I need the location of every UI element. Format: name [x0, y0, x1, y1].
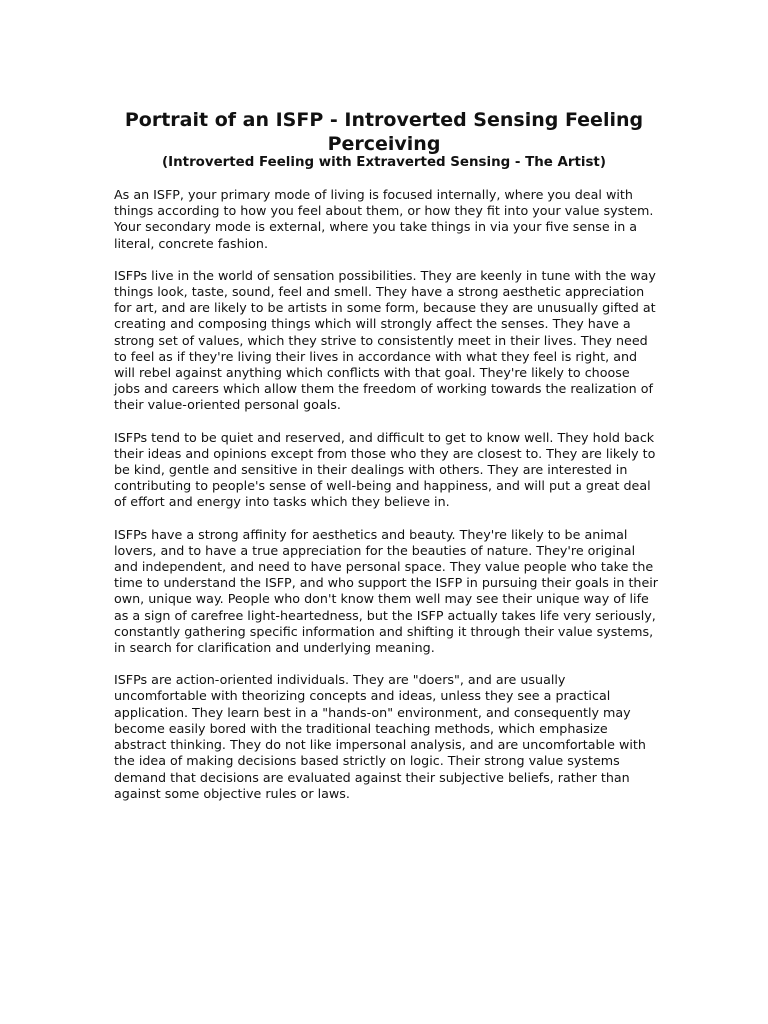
document-body — [114, 187, 659, 818]
page-title: Portrait of an ISFP - Introverted Sensing Feeling Perceiving — [124, 109, 644, 155]
paragraph-sensation: ISFPs live in the world of sensation possibilities. They are keenly in tune with the way things look, taste, sound, feel and smell. They have a strong aesthetic appreciation for art, and are likely to be artists in some form, because they are unusually gifted at creating and composing things which will strongly affect the senses. They have a strong set of values, which they strive to consistently meet in their lives. They need to feel as if they're living their lives in accordance with what they feel is right, and will rebel against anything which conflicts with that goal. They're likely to choose jobs and careers which allow them the freedom of working towards the realization of their value-oriented personal goals. — [114, 267, 656, 413]
paragraph-action-oriented: ISFPs are action-oriented individuals. They are "doers", and are usually uncomfortable with theorizing concepts and ideas, unless they see a practical application. They learn best in a "hands-on" environment, and consequently may become easily bored with the traditional teaching methods, which emphasize abstract thinking. They do not like impersonal analysis, and are uncomfortable with the idea of making decisions based strictly on logic. Their strong value systems demand that decisions are evaluated against their subjective beliefs, rather than against some objective rules or laws. — [114, 672, 646, 801]
page-subtitle: (Introverted Feeling with Extraverted Sensing - The Artist) — [162, 155, 606, 170]
paragraph-aesthetics: ISFPs have a strong affinity for aesthetics and beauty. They're likely to be animal lovers, and to have a true appreciation for the beauties of nature. They're original and independent, and need to have personal space. They value people who take the time to understand the ISFP, and who support the ISFP in pursuing their goals in their own, unique way. People who don't know them well may see their unique way of life as a sign of carefree light-heartedness, but the ISFP actually takes life very seriously, constantly gathering specific information and shifting it through their value systems, in search for clarification and underlying meaning. — [114, 526, 659, 656]
paragraph-reserved: ISFPs tend to be quiet and reserved, and difficult to get to know well. They hold back their ideas and opinions except from those who they are closest to. They are likely to be kind, gentle and sensitive in their dealings with others. They are interested in contributing to people's sense of well-being and happiness, and will put a great deal of effort and energy into tasks which they believe in. — [114, 429, 656, 510]
paragraph-intro: As an ISFP, your primary mode of living is focused internally, where you deal with things according to how you feel about them, or how they fit into your value system. Your secondary mode is external, where you take things in via your five sense in a literal, concrete fashion. — [114, 187, 654, 251]
